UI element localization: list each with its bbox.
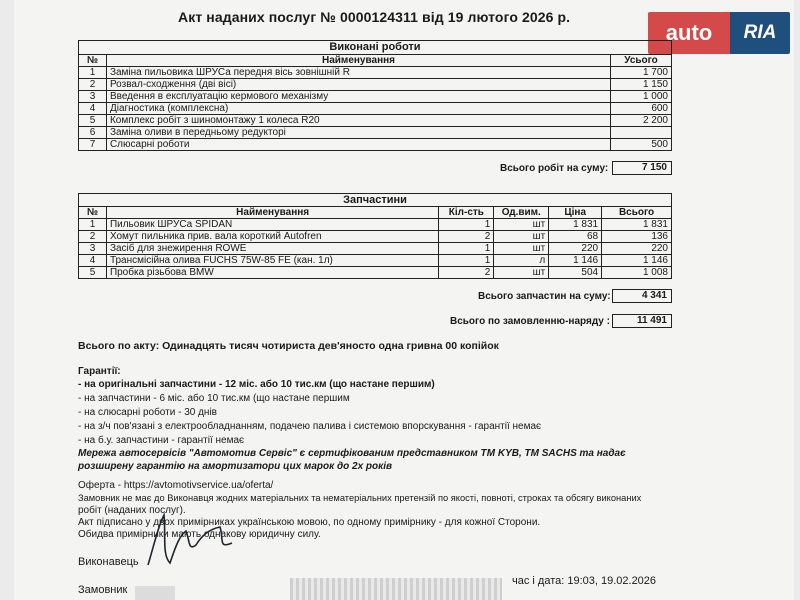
works-row-number: 2: [79, 79, 107, 91]
works-row-number: 6: [79, 127, 107, 139]
parts-row-name: Засіб для знежирення ROWE: [106, 243, 438, 255]
oferta-link: Оферта - https://avtomotivservice.ua/oferta/: [78, 480, 274, 491]
parts-col-unit: Од.вим.: [494, 207, 549, 219]
guarantee-kyb-note-2: розширену гарантію на амортизатори цих марок до 2х років: [78, 461, 393, 472]
parts-col-total: Всього: [602, 207, 672, 219]
works-row-total: 600: [611, 103, 672, 115]
works-row: [79, 103, 672, 115]
works-row-number: 3: [79, 91, 107, 103]
customer-label: Замовник: [78, 584, 128, 596]
parts-row: [79, 219, 672, 231]
works-row-name: Діагностика (комплексна): [106, 103, 610, 115]
parts-row-name: Трансмісійна олива FUCHS 75W-85 FE (кан. 1л): [106, 255, 438, 267]
parts-row: [79, 255, 672, 267]
watermark-auto: auto: [648, 12, 730, 54]
works-row-number: 7: [79, 139, 107, 151]
parts-table: [78, 206, 672, 279]
works-row-name: Розвал-сходження (дві вісі): [106, 79, 610, 91]
parts-row-unit: шт: [494, 231, 549, 243]
parts-row-qty: 1: [439, 255, 494, 267]
works-row: [79, 79, 672, 91]
document-title: Акт наданих послуг № 0000124311 від 19 лютого 2026 р.: [178, 9, 571, 25]
works-row: [79, 139, 672, 151]
parts-row-name: Пробка різьбова BMW: [106, 267, 438, 279]
guarantee-item: - на оригінальні запчастини - 12 міс. або 10 тис.км (що настане першим): [78, 379, 435, 390]
works-row-number: 5: [79, 115, 107, 127]
act-total-words: Всього по акту: Одинадцять тисяч чотириста дев'яносто одна гривна 00 копійок: [78, 340, 499, 352]
works-sum-label: Всього робіт на суму:: [500, 163, 609, 174]
parts-row-unit: шт: [494, 219, 549, 231]
works-row-total: 500: [611, 139, 672, 151]
parts-row-total: 1 008: [602, 267, 672, 279]
parts-row-price: 68: [549, 231, 602, 243]
parts-row-total: 1 146: [602, 255, 672, 267]
works-row: [79, 67, 672, 79]
parts-row-number: 1: [79, 219, 107, 231]
guarantees-heading: Гарантії:: [78, 366, 121, 377]
executor-signature: [140, 505, 250, 575]
guarantee-item: - на з/ч пов'язані з електрообладнанням, подачею палива і системою впорскування - гарантії немає: [78, 421, 542, 432]
redacted-signature-area: [290, 578, 502, 600]
works-sum-value: 7 150: [612, 161, 672, 175]
works-table: [78, 54, 672, 151]
works-row-total: 1 000: [611, 91, 672, 103]
works-col-name: Найменування: [106, 55, 610, 67]
parts-row-name: Пильовик ШРУСа SPIDAN: [106, 219, 438, 231]
parts-row-number: 3: [79, 243, 107, 255]
works-row-name: Введення в експлуатацію кермового механізму: [106, 91, 610, 103]
parts-row-price: 1 831: [549, 219, 602, 231]
parts-row-number: 2: [79, 231, 107, 243]
parts-row: [79, 231, 672, 243]
parts-row-total: 220: [602, 243, 672, 255]
parts-row-price: 220: [549, 243, 602, 255]
parts-row-qty: 2: [439, 267, 494, 279]
parts-row-number: 4: [79, 255, 107, 267]
works-row: [79, 91, 672, 103]
parts-sum-label: Всього запчастин на суму:: [478, 291, 611, 302]
watermark-ria: RIA: [730, 12, 790, 54]
oferta-legal-force: Обидва примірники мають однакову юридичну силу.: [78, 529, 321, 540]
parts-row-price: 1 146: [549, 255, 602, 267]
works-col-n: №: [79, 55, 107, 67]
parts-row: [79, 243, 672, 255]
parts-sum-value: 4 341: [612, 289, 672, 303]
parts-row-total: 1 831: [602, 219, 672, 231]
redacted-customer-name: [135, 586, 175, 600]
parts-row-unit: шт: [494, 243, 549, 255]
parts-row-unit: л: [494, 255, 549, 267]
parts-section-title: Запчастини: [78, 193, 672, 207]
parts-row-name: Хомут пильника прив. вала короткий Autofren: [106, 231, 438, 243]
works-row-total: 1 700: [611, 67, 672, 79]
oferta-copies: Акт підписано у двох примірниках українською мовою, по одному примірнику - для кожної Сторони.: [78, 517, 541, 528]
works-col-total: Усього: [611, 55, 672, 67]
parts-row-qty: 1: [439, 219, 494, 231]
guarantee-item: - на слюсарні роботи - 30 днів: [78, 407, 217, 418]
parts-row-price: 504: [549, 267, 602, 279]
guarantee-item: - на б.у. запчастини - гарантії немає: [78, 435, 245, 446]
order-total-label: Всього по замовленню-наряду :: [450, 316, 610, 327]
oferta-claims-2: робіт (наданих послуг).: [78, 505, 186, 516]
works-row: [79, 115, 672, 127]
works-section-title: Виконані роботи: [78, 40, 672, 55]
works-row-number: 4: [79, 103, 107, 115]
parts-col-qty: Кіл-сть: [439, 207, 494, 219]
guarantee-item: - на запчастини - 6 міс. або 10 тис.км (що настане першим: [78, 393, 350, 404]
parts-row-number: 5: [79, 267, 107, 279]
print-datetime: час і дата: 19:03, 19.02.2026: [512, 575, 657, 587]
works-row: [79, 127, 672, 139]
works-row-name: Заміна оливи в передньому редукторі: [106, 127, 610, 139]
parts-row-unit: шт: [494, 267, 549, 279]
parts-row-qty: 1: [439, 243, 494, 255]
executor-label: Виконавець: [78, 556, 139, 568]
parts-row: [79, 267, 672, 279]
parts-col-price: Ціна: [549, 207, 602, 219]
guarantee-kyb-note: Мережа автосервісів "Автомотив Сервіс" є сертифікованим представником ТМ KYB, TM SACHS та надає: [78, 448, 626, 459]
parts-row-qty: 2: [439, 231, 494, 243]
works-row-total: [611, 127, 672, 139]
parts-row-total: 136: [602, 231, 672, 243]
parts-col-n: №: [79, 207, 107, 219]
works-row-name: Комплекс робіт з шиномонтажу 1 колеса R20: [106, 115, 610, 127]
works-row-total: 1 150: [611, 79, 672, 91]
works-row-name: Заміна пильовика ШРУСа передня вісь зовнішній R: [106, 67, 610, 79]
works-row-total: 2 200: [611, 115, 672, 127]
order-total-value: 11 491: [612, 314, 672, 328]
oferta-claims: Замовник не має до Виконавця жодних матеріальних та нематеріальних претензій по якості, повноті, строках та обсягу виконаних: [78, 493, 642, 503]
works-row-name: Слюсарні роботи: [106, 139, 610, 151]
parts-col-name: Найменування: [106, 207, 438, 219]
works-row-number: 1: [79, 67, 107, 79]
